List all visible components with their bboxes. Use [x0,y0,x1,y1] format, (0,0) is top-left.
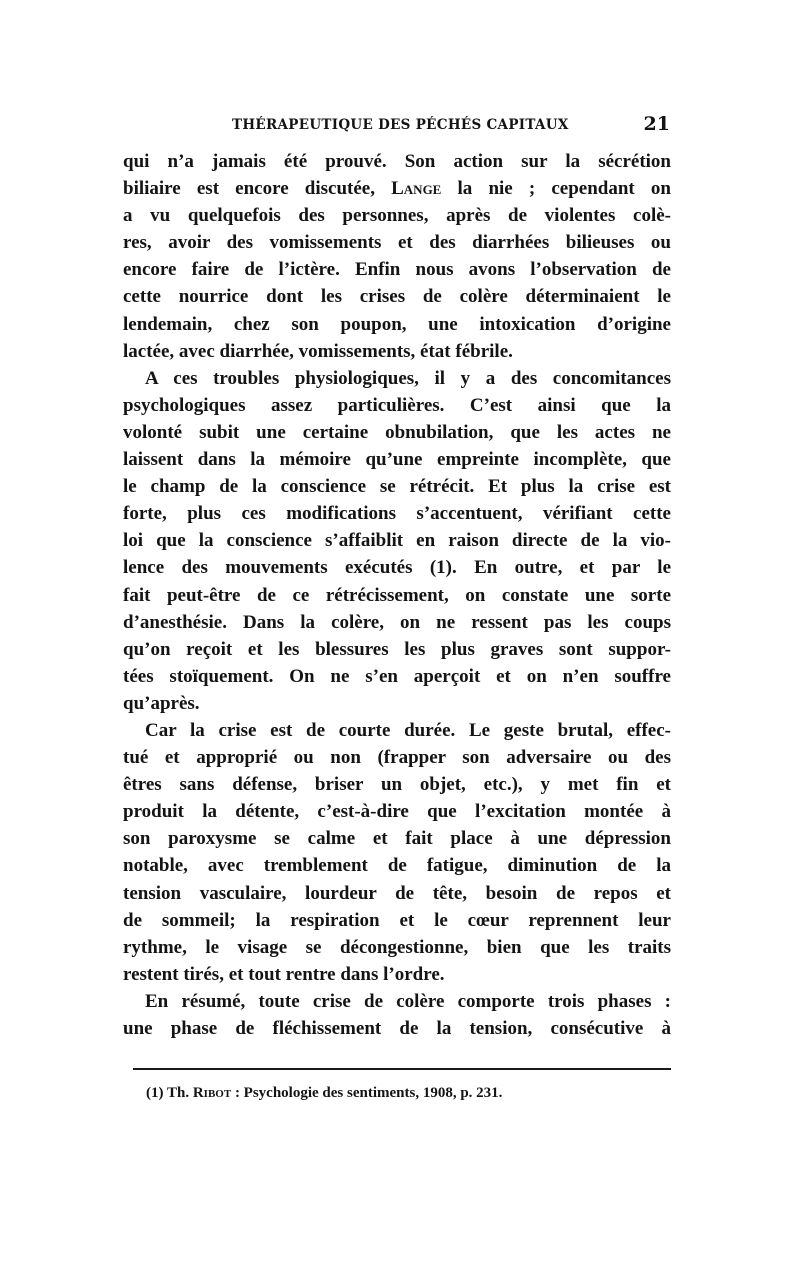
text-line: volonté subit une certaine obnubilation, que les actes ne [123,421,671,443]
body-text [123,148,671,1042]
text-line: produit la détente, c’est-à-dire que l’excitation montée à [123,801,671,823]
footnote-author-prefix: Th. [166,1085,190,1101]
footnote-citation: : Psychologie des sentiments, 1908, p. 231. [234,1085,503,1101]
page-number: 21 [643,113,670,135]
footnote-rule [133,1068,671,1070]
text-line: notable, avec tremblement de fatigue, diminution de la [123,855,671,877]
text-line: qui n’a jamais été prouvé. Son action sur la sécrétion [123,151,671,172]
text-line: restent tirés, et tout rentre dans l’ordre. [123,963,445,985]
text-line: psychologiques assez particulières. C’est ainsi que la [123,394,671,416]
text-line: biliaire est encore discutée, Lange la nie ; cependant on [123,178,671,200]
text-line: lendemain, chez son poupon, une intoxication d’origine [123,313,671,335]
text-line: a vu quelquefois des personnes, après de violentes colè- [123,205,671,227]
text-line: En résumé, toute crise de colère comporte trois phases : [145,990,671,1012]
text-line: A ces troubles physiologiques, il y a des concomitances [145,367,671,389]
author-name: Lange [391,178,442,200]
text-line: son paroxysme se calme et fait place à une dépression [123,828,671,850]
text-line: qu’on reçoit et les blessures les plus graves sont suppor- [123,638,671,660]
text-line: êtres sans défense, briser un objet, etc.), y met fin et [123,774,671,796]
text-line: loi que la conscience s’affaiblit en raison directe de la vio- [123,530,671,552]
text-line: tué et approprié ou non (frapper son adversaire ou des [123,747,671,769]
text-line: cette nourrice dont les crises de colère déterminaient le [123,286,671,308]
text-line: Car la crise est de courte durée. Le geste brutal, effec- [145,719,671,741]
text-line: lactée, avec diarrhée, vomissements, état fébrile. [123,340,513,362]
text-line: le champ de la conscience se rétrécit. Et plus la crise est [123,476,671,498]
text-line: fait peut-être de ce rétrécissement, on constate une sorte [123,584,671,606]
text-line: laissent dans la mémoire qu’une empreinte incomplète, que [123,449,671,471]
text-line: qu’après. [123,692,200,714]
footnote-marker: (1) [146,1085,164,1101]
text-line: tées stoïquement. On ne s’en aperçoit et on n’en souffre [123,665,671,687]
footnote [146,1085,502,1102]
running-header [122,115,670,137]
text-line: d’anesthésie. Dans la colère, on ne ressent pas les coups [123,611,671,633]
text-line: encore faire de l’ictère. Enfin nous avons l’observation de [123,259,671,281]
running-title: THÉRAPEUTIQUE DES PÉCHÉS CAPITAUX [232,117,569,133]
text-line: une phase de fléchissement de la tension, consécutive à [123,1018,671,1039]
text-line: rythme, le visage se décongestionne, bien que les traits [123,936,671,958]
text-line: de sommeil; la respiration et le cœur reprennent leur [123,909,671,931]
footnote-author: Ribot [192,1085,232,1101]
text-line: res, avoir des vomissements et des diarrhées bilieuses ou [123,232,671,254]
text-line: forte, plus ces modifications s’accentuent, vérifiant cette [123,503,671,525]
text-line: lence des mouvements exécutés (1). En outre, et par le [123,557,671,579]
text-line: tension vasculaire, lourdeur de tête, besoin de repos et [123,882,671,904]
